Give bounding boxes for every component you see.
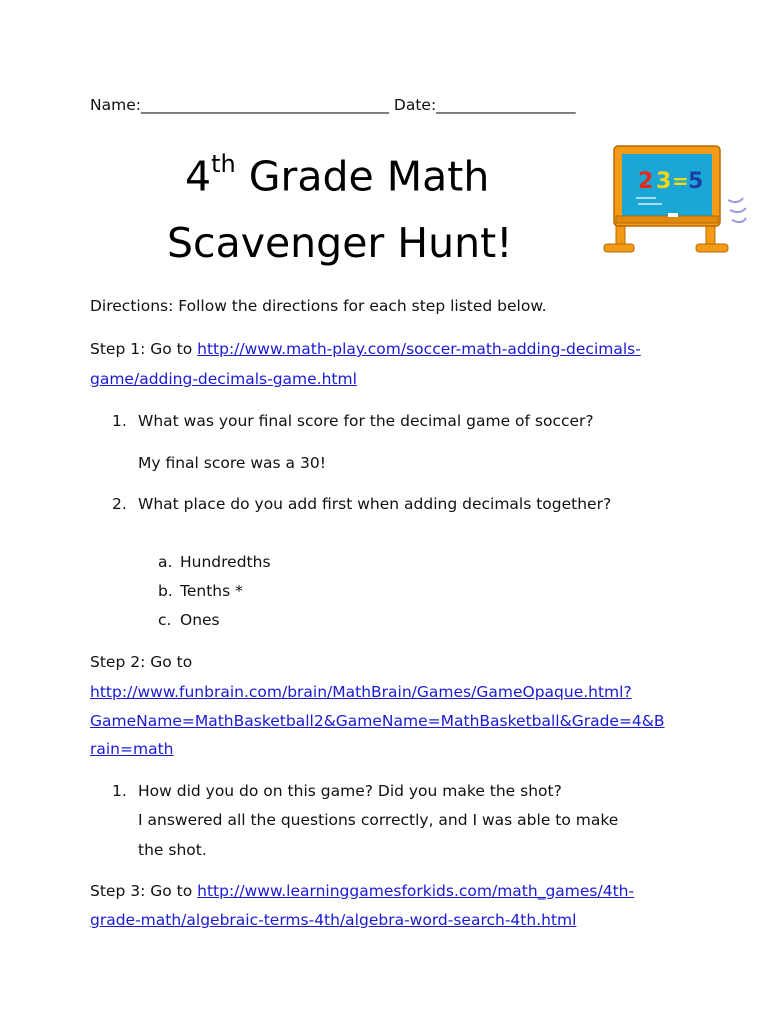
step2-answer-line1: I answered all the questions correctly, and I was able to make — [138, 811, 619, 829]
step1-heading — [90, 339, 641, 359]
board-foot-left — [604, 244, 634, 252]
step2-link-line1-row — [90, 682, 632, 702]
motion-line — [732, 218, 746, 222]
step1-link[interactable]: http://www.math-play.com/soccer-math-adding-decimals- — [197, 340, 641, 358]
option-text: Ones — [180, 611, 220, 629]
board-foot-right — [696, 244, 728, 252]
option-text: Hundredths — [180, 553, 271, 571]
step3-link[interactable]: http://www.learninggamesforkids.com/math_games/4th- — [197, 882, 635, 900]
step2-link-line3[interactable]: rain=math — [90, 740, 174, 758]
date-blank: __________________ — [436, 96, 576, 114]
step1-label: Step 1: Go to — [90, 340, 198, 358]
step1-link-continued — [90, 369, 357, 389]
option-text: Tenths * — [180, 582, 243, 600]
board-tray — [616, 216, 718, 223]
date-label: Date: — [393, 96, 437, 114]
step2-link-line2-row — [90, 711, 665, 731]
page-title-line-2: Scavenger Hunt! — [167, 219, 513, 267]
step2-link[interactable]: http://www.funbrain.com/brain/MathBrain/Games/GameOpaque.html? — [90, 683, 632, 701]
title-superscript: th — [211, 150, 236, 178]
equation-digit-5: 5 — [688, 169, 704, 194]
step2-heading: Step 2: Go to — [90, 653, 193, 671]
step1-link-line2[interactable]: game/adding-decimals-game.html — [90, 370, 357, 388]
name-date-line — [90, 95, 576, 115]
question-text: What was your final score for the decimal game of soccer? — [138, 412, 594, 430]
equation-digit-2: 2 — [638, 169, 654, 194]
step2-answer-line2: the shot. — [138, 841, 207, 859]
step3-label: Step 3: Go to — [90, 882, 198, 900]
directions-text: Directions: Follow the directions for each step listed below. — [90, 297, 547, 315]
title-rest: Grade Math — [235, 152, 490, 201]
step2-question-1 — [112, 781, 562, 801]
motion-line — [728, 198, 743, 202]
question-text: What place do you add first when adding decimals together? — [138, 495, 612, 513]
option-c — [158, 610, 220, 630]
question-number: 2. — [112, 495, 127, 513]
question-text: How did you do on this game? Did you make the shot? — [138, 782, 562, 800]
option-letter: a. — [158, 553, 173, 571]
step3-link-continued — [90, 910, 576, 930]
question-number: 1. — [112, 782, 127, 800]
option-a — [158, 552, 271, 572]
question-number: 1. — [112, 412, 127, 430]
step1-question-2 — [112, 494, 611, 514]
step2-link-line3-row — [90, 739, 174, 759]
option-letter: c. — [158, 611, 172, 629]
step2-link-line2[interactable]: GameName=MathBasketball2&GameName=MathBasketball&Grade=4&B — [90, 712, 665, 730]
chalkboard-icon — [598, 140, 750, 260]
step3-heading — [90, 881, 634, 901]
name-blank: ________________________________ — [140, 96, 389, 114]
chalk-piece — [668, 213, 678, 217]
title-number: 4 — [185, 152, 212, 201]
step3-link-line2[interactable]: grade-math/algebraic-terms-4th/algebra-word-search-4th.html — [90, 911, 577, 929]
equation-equals: = — [672, 169, 689, 193]
option-letter: b. — [158, 582, 173, 600]
equation-digit-3: 3 — [656, 169, 672, 194]
motion-line — [730, 208, 746, 212]
step1-answer-1: My final score was a 30! — [138, 454, 326, 472]
step1-question-1 — [112, 411, 594, 431]
name-label: Name: — [90, 96, 141, 114]
page-title-line-1 — [185, 144, 489, 201]
option-b — [158, 581, 243, 601]
